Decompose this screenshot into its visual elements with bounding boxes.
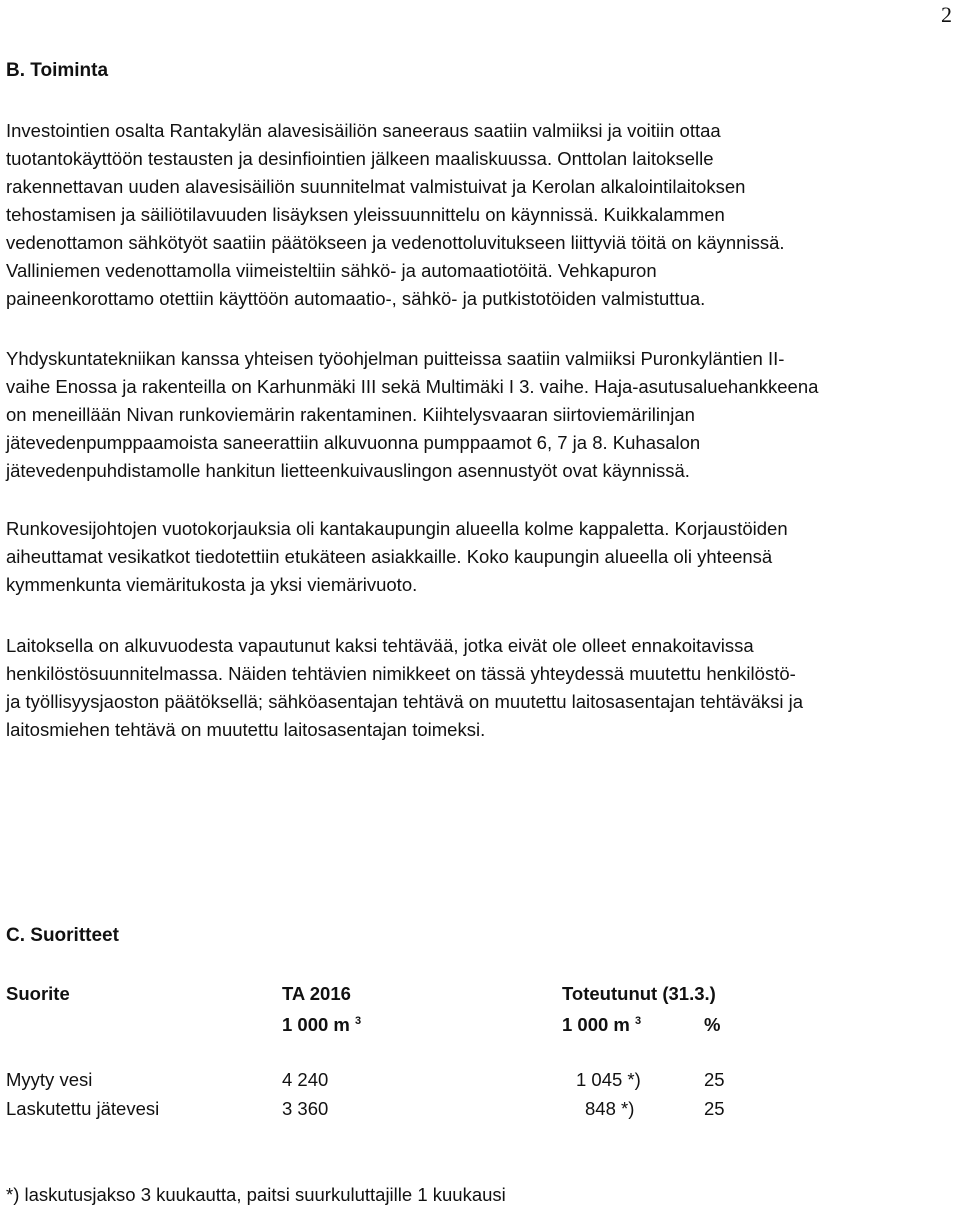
unit-superscript: 3 xyxy=(355,1014,362,1027)
text-line: tehostamisen ja säiliötilavuuden lisäyksen yleissuunnittelu on käynnissä. Kuikkalammen xyxy=(6,204,725,225)
row-actual: 848 *) xyxy=(585,1098,635,1119)
text-line: vedenottamon sähkötyöt saatiin päätökseen ja vedenottoluvitukseen liittyviä töitä on käynnissä. xyxy=(6,232,785,253)
unit-actual xyxy=(562,1014,641,1036)
text-line: Yhdyskuntatekniikan kanssa yhteisen työohjelman puitteissa saatiin valmiiksi Puronkyläntien II- xyxy=(6,348,785,369)
row-pct: 25 xyxy=(704,1069,725,1090)
header-ta-2016: TA 2016 xyxy=(282,983,351,1004)
unit-superscript: 3 xyxy=(635,1014,642,1027)
section-c-heading: C. Suoritteet xyxy=(6,925,119,946)
text-line: ja työllisyysjaoston päätöksellä; sähköasentajan tehtävä on muutettu laitosasentajan tehtäväksi ja xyxy=(6,691,804,712)
text-line: paineenkorottamo otettiin käyttöön automaatio-, sähkö- ja putkistotöiden valmistuttua. xyxy=(6,288,706,309)
unit-percent: % xyxy=(704,1014,721,1035)
row-ta: 3 360 xyxy=(282,1098,329,1119)
page-number: 2 xyxy=(941,2,952,27)
text-line: vaihe Enossa ja rakenteilla on Karhunmäki III sekä Multimäki I 3. vaihe. Haja-asutusaluehankkeena xyxy=(6,376,819,397)
paragraph-infrastructure xyxy=(6,345,951,485)
text-line: Laitoksella on alkuvuodesta vapautunut kaksi tehtävää, jotka eivät ole olleet ennakoitavissa xyxy=(6,635,754,656)
paragraph-investments xyxy=(6,117,951,313)
unit-label: 1 000 m xyxy=(282,1014,350,1035)
row-name: Laskutettu jätevesi xyxy=(6,1098,160,1119)
text-line: tuotantokäyttöön testausten ja desinfiointien jälkeen maaliskuussa. Onttolan laitokselle xyxy=(6,148,714,169)
row-ta: 4 240 xyxy=(282,1069,329,1090)
text-line: rakennettavan uuden alavesisäiliön suunnitelmat valmistuivat ja Kerolan alkalointilaitoksen xyxy=(6,176,746,197)
output-table xyxy=(6,983,951,1123)
text-line: jätevedenpumppaamoista saneerattiin alkuvuonna pumppaamot 6, 7 ja 8. Kuhasalon xyxy=(6,432,701,453)
paragraph-staffing xyxy=(6,632,951,744)
text-line: aiheuttamat vesikatkot tiedotettiin etukäteen asiakkaille. Koko kaupungin alueella oli yhteensä xyxy=(6,546,773,567)
section-b-heading: B. Toiminta xyxy=(6,60,109,81)
text-line: Runkovesijohtojen vuotokorjauksia oli kantakaupungin alueella kolme kappaletta. Korjaustöiden xyxy=(6,518,788,539)
text-line: laitosmiehen tehtävä on muutettu laitosasentajan toimeksi. xyxy=(6,719,486,740)
text-line: Valliniemen vedenottamolla viimeisteltiin sähkö- ja automaatiotöitä. Vehkapuron xyxy=(6,260,657,281)
text-line: Investointien osalta Rantakylän alavesisäiliön saneeraus saatiin valmiiksi ja voitiin ottaa xyxy=(6,120,721,141)
text-line: henkilöstösuunnitelmassa. Näiden tehtävien nimikkeet on tässä yhteydessä muutettu henkilöstö- xyxy=(6,663,796,684)
row-name: Myyty vesi xyxy=(6,1069,93,1090)
header-suorite: Suorite xyxy=(6,983,70,1004)
unit-ta xyxy=(282,1014,361,1036)
row-actual: 1 045 *) xyxy=(576,1069,641,1090)
header-toteutunut: Toteutunut (31.3.) xyxy=(562,983,716,1004)
text-line: kymmenkunta viemäritukosta ja yksi viemärivuoto. xyxy=(6,574,418,595)
text-line: on meneillään Nivan runkoviemärin rakentaminen. Kiihtelysvaaran siirtoviemärilinjan xyxy=(6,404,695,425)
row-pct: 25 xyxy=(704,1098,725,1119)
paragraph-leak-repairs xyxy=(6,515,951,599)
footnote: *) laskutusjakso 3 kuukautta, paitsi suurkuluttajille 1 kuukausi xyxy=(6,1184,506,1205)
unit-label: 1 000 m xyxy=(562,1014,630,1035)
text-line: jätevedenpuhdistamolle hankitun lietteenkuivauslingon asennustyöt ovat käynnissä. xyxy=(6,460,690,481)
